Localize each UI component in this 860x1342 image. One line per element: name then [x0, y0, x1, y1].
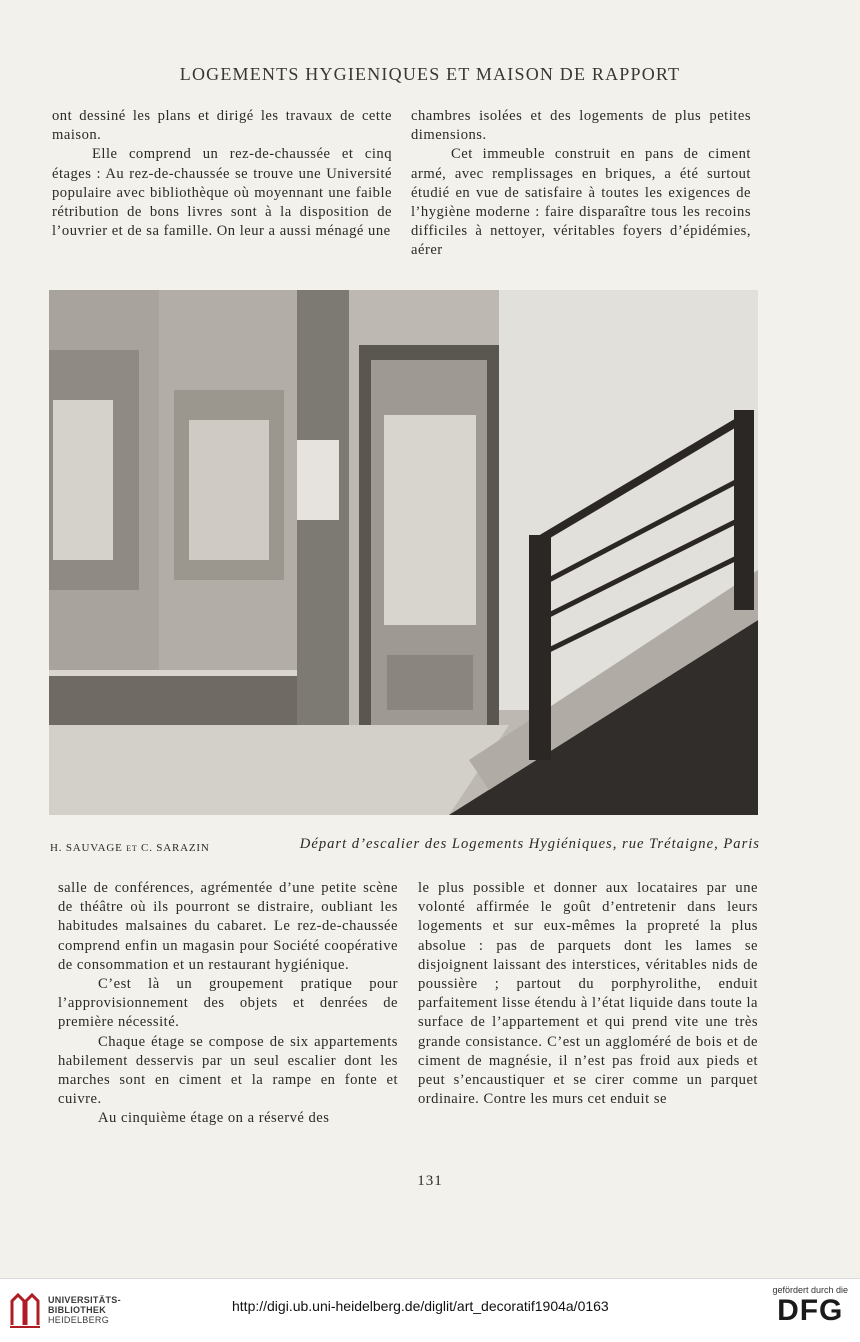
funded-by-label: gefördert durch die: [772, 1285, 848, 1295]
library-line: UNIVERSITÄTS-: [48, 1295, 121, 1305]
paragraph: salle de conférences, agrémentée d’une petite scène de théâtre où ils pourront se distraire, oubliant les habitudes malsaines du cabaret. Le rez-de-chaussée comprend enfin un magasin pour Société coopérative de consommation et un restaurant hygiénique.: [58, 880, 398, 973]
paragraph: Cet immeuble construit en pans de ciment armé, avec remplissages en briques, a été surtout étudié en vue de satisfaire à toutes les exigences de l’hygiène moderne : faire disparaître tous les recoins difficiles à nettoyer, véritables foyers d’épidémies, aérer: [411, 146, 751, 259]
text-column-bottom-right: [418, 879, 758, 1109]
funder-logo[interactable]: [772, 1285, 848, 1327]
paragraph: C’est là un groupement pratique pour l’approvisionnement des objets et denrées de première nécessité.: [58, 976, 398, 1031]
library-line: HEIDELBERG: [48, 1315, 110, 1325]
library-name[interactable]: [48, 1295, 121, 1325]
dfg-logo-text: DFG: [777, 1294, 844, 1327]
permalink-url[interactable]: http://digi.ub.uni-heidelberg.de/diglit/art_decoratif1904a/0163: [232, 1298, 609, 1314]
text-column-top-right: [411, 107, 751, 261]
paragraph: Au cinquième étage on a réservé des: [98, 1110, 330, 1127]
page-number: 131: [417, 1173, 443, 1189]
viewer-footer: [0, 1278, 860, 1342]
university-library-logo-icon[interactable]: [8, 1291, 42, 1329]
running-title: LOGEMENTS HYGIENIQUES ET MAISON DE RAPPORT: [179, 64, 681, 84]
paragraph: chambres isolées et des logements de plus petites dimensions.: [411, 108, 751, 144]
text-column-bottom-left: [58, 879, 398, 1129]
staircase-photograph: [49, 290, 758, 815]
paragraph: ont dessiné les plans et dirigé les travaux de cette maison.: [52, 108, 392, 144]
paragraph: Elle comprend un rez-de-chaussée et cinq étages : Au rez-de-chaussée se trouve une Université populaire avec bibliothèque où moyennant une faible rétribution de bons livres sont à la disposition de l’ouvrier et de sa famille. On leur a aussi ménagé une: [52, 146, 392, 240]
photo-caption: Départ d’escalier des Logements Hygiéniques, rue Trétaigne, Paris: [299, 836, 760, 852]
library-line: BIBLIOTHEK: [48, 1305, 106, 1315]
photo-credit: H. SAUVAGE et C. SARAZIN: [50, 842, 210, 854]
paragraph: Chaque étage se compose de six appartements habilement desservis par un seul escalier dont les marches sont en ciment et la rampe en fonte et cuivre.: [58, 1033, 398, 1108]
paragraph: le plus possible et donner aux locataires par une volonté affirmée le goût d’entretenir dans leurs logements et sur eux-mêmes la propreté la plus absolue : pas de parquets dont les lames se disjoignent laissant des interstices, véritables nids de poussière ; partout du porphyrolithe, enduit parfaitement lisse étendu à l’état liquide dans toute la surface de l’appartement et qui prend vite une très grande consistance. C’est un aggloméré de bois et de ciment de magnésie, il n’est pas froid aux pieds et peut s’encaustiquer et se cirer comme un parquet ordinaire. Contre les murs cet enduit se: [418, 880, 758, 1108]
text-column-top-left: [52, 107, 392, 241]
